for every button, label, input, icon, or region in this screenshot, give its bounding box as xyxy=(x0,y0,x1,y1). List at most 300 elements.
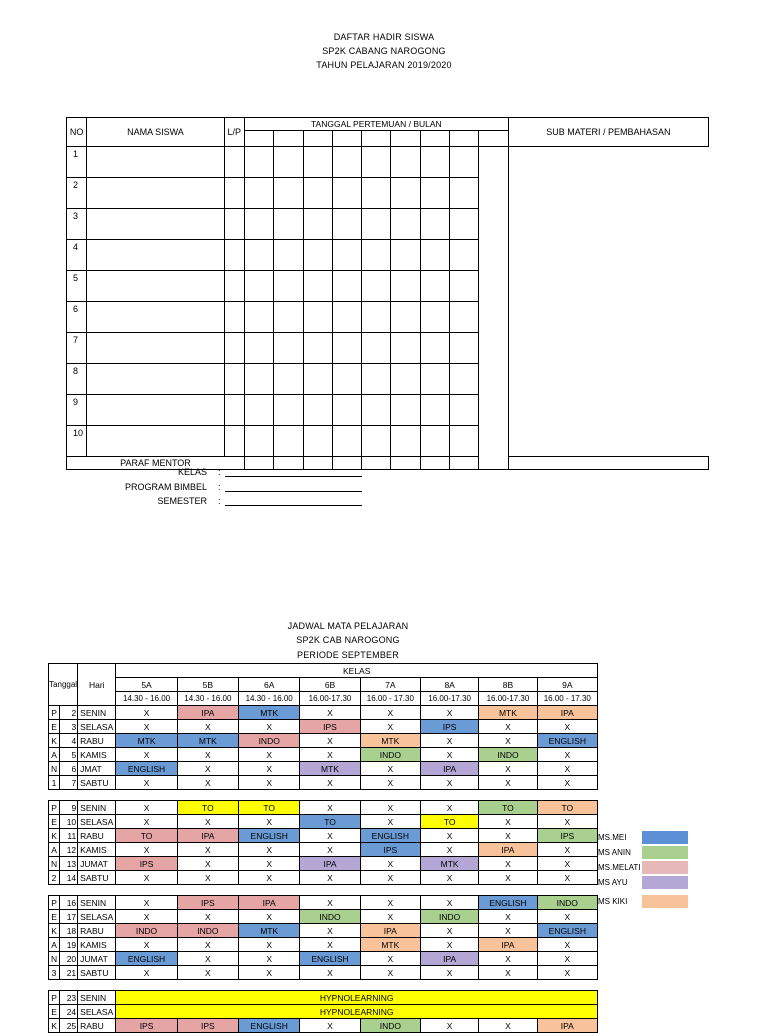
attendance-cell xyxy=(362,364,391,395)
header-tanggal-pertemuan: TANGGAL PERTEMUAN / BULAN xyxy=(244,118,508,131)
field-line xyxy=(225,491,362,492)
subject-cell: X xyxy=(177,843,238,857)
subject-cell: X xyxy=(420,776,478,790)
attendance-cell xyxy=(450,364,479,395)
attendance-cell xyxy=(224,426,244,457)
day-cell: SENIN xyxy=(78,706,116,720)
subject-cell: X xyxy=(360,910,420,924)
attendance-cell xyxy=(244,426,273,457)
class-header: 5B xyxy=(177,678,238,692)
week-letter: K xyxy=(49,734,60,748)
subject-cell: INDO xyxy=(239,734,300,748)
subject-cell: X xyxy=(116,843,177,857)
date-cell: 11 xyxy=(60,829,78,843)
subject-cell: INDO xyxy=(479,748,537,762)
subject-cell: ENGLISH xyxy=(116,762,177,776)
attendance-cell xyxy=(362,178,391,209)
subject-cell: X xyxy=(116,748,177,762)
schedule-row xyxy=(49,829,598,843)
attendance-table xyxy=(66,117,709,470)
subject-cell: IPA xyxy=(479,843,537,857)
attendance-cell xyxy=(391,364,420,395)
row-number: 3 xyxy=(67,209,87,240)
subject-cell: MTK xyxy=(116,734,177,748)
field-colon: : xyxy=(218,482,221,492)
attendance-cell xyxy=(224,364,244,395)
attendance-cell xyxy=(420,302,449,333)
attendance-row xyxy=(67,178,709,209)
day-cell: SENIN xyxy=(78,991,116,1005)
schedule-row xyxy=(49,924,598,938)
schedule-row xyxy=(49,706,598,720)
week-letter: N xyxy=(49,857,60,871)
week-gap xyxy=(49,980,598,991)
field-line xyxy=(225,476,362,477)
attendance-cell xyxy=(362,426,391,457)
attendance-cell xyxy=(303,426,332,457)
date-cell: 10 xyxy=(60,815,78,829)
date-header-cell xyxy=(303,131,332,147)
subject-cell: MTK xyxy=(300,762,360,776)
subject-cell: X xyxy=(479,871,537,885)
subject-cell: X xyxy=(300,706,360,720)
attendance-cell xyxy=(391,147,420,178)
subject-cell: INDO xyxy=(360,748,420,762)
subject-cell: X xyxy=(479,1019,537,1033)
subject-cell: X xyxy=(300,734,360,748)
week-gap xyxy=(49,885,598,896)
subject-cell: X xyxy=(537,815,597,829)
schedule-row xyxy=(49,857,598,871)
day-cell: JUMAT xyxy=(78,952,116,966)
subject-cell: X xyxy=(239,857,300,871)
schedule-row xyxy=(49,1019,598,1033)
date-cell: 13 xyxy=(60,857,78,871)
legend-color-swatch xyxy=(642,861,688,874)
subject-cell: ENGLISH xyxy=(300,952,360,966)
attendance-row xyxy=(67,395,709,426)
attendance-cell xyxy=(391,178,420,209)
subject-cell: INDO xyxy=(116,924,177,938)
attendance-cell xyxy=(450,240,479,271)
attendance-cell xyxy=(362,240,391,271)
attendance-cell xyxy=(450,426,479,457)
subject-cell: X xyxy=(537,966,597,980)
subject-cell: X xyxy=(360,706,420,720)
date-header-cell xyxy=(362,131,391,147)
subject-cell: X xyxy=(239,815,300,829)
schedule-row xyxy=(49,910,598,924)
subject-cell: X xyxy=(479,910,537,924)
schedule-row xyxy=(49,938,598,952)
subject-cell: TO xyxy=(537,801,597,815)
subject-cell: X xyxy=(300,896,360,910)
attendance-cell xyxy=(87,240,224,271)
day-cell: RABU xyxy=(78,734,116,748)
legend-teacher-name: MS ANIN xyxy=(598,848,631,857)
subject-cell: X xyxy=(239,938,300,952)
attendance-row xyxy=(67,240,709,271)
day-cell: SELASA xyxy=(78,910,116,924)
attendance-cell xyxy=(303,364,332,395)
subject-cell: IPA xyxy=(300,857,360,871)
subject-cell: MTK xyxy=(420,857,478,871)
subject-cell: INDO xyxy=(420,910,478,924)
attendance-cell xyxy=(332,178,361,209)
attendance-cell xyxy=(244,302,273,333)
attendance-cell xyxy=(362,333,391,364)
attendance-row xyxy=(67,147,709,178)
subject-cell: X xyxy=(360,776,420,790)
attendance-cell xyxy=(244,178,273,209)
subject-cell: X xyxy=(239,843,300,857)
day-cell: SENIN xyxy=(78,896,116,910)
subject-cell: X xyxy=(116,910,177,924)
field-colon: : xyxy=(218,496,221,506)
subject-cell: X xyxy=(360,801,420,815)
week-letter: 2 xyxy=(49,871,60,885)
subject-cell: X xyxy=(479,734,537,748)
subject-cell: X xyxy=(300,871,360,885)
subject-cell: TO xyxy=(420,815,478,829)
attendance-cell xyxy=(274,209,303,240)
attendance-cell xyxy=(274,364,303,395)
class-header: 8B xyxy=(479,678,537,692)
header-lp: L/P xyxy=(224,118,244,147)
schedule-title-1: JADWAL MATA PELAJARAN xyxy=(287,621,409,631)
subject-cell: X xyxy=(177,748,238,762)
class-time: 16.00-17.30 xyxy=(420,692,478,706)
attendance-title-2: SP2K CABANG NAROGONG xyxy=(322,46,446,56)
subject-cell: INDO xyxy=(177,924,238,938)
attendance-cell xyxy=(303,209,332,240)
field-label-kelas: KELAS xyxy=(177,467,207,477)
subject-cell: X xyxy=(239,952,300,966)
attendance-cell xyxy=(420,240,449,271)
row-number: 4 xyxy=(67,240,87,271)
attendance-cell xyxy=(362,147,391,178)
attendance-cell xyxy=(303,178,332,209)
field-label-semester: SEMESTER xyxy=(157,496,207,506)
subject-cell: IPA xyxy=(420,762,478,776)
attendance-cell xyxy=(274,426,303,457)
subject-cell: X xyxy=(420,1019,478,1033)
schedule-row xyxy=(49,871,598,885)
day-cell: KAMIS xyxy=(78,938,116,952)
attendance-cell xyxy=(224,302,244,333)
subject-cell: IPS xyxy=(360,843,420,857)
subject-cell: X xyxy=(300,938,360,952)
subject-cell: INDO xyxy=(300,910,360,924)
subject-cell: X xyxy=(479,762,537,776)
class-header: 7A xyxy=(360,678,420,692)
attendance-cell xyxy=(450,271,479,302)
schedule-row xyxy=(49,776,598,790)
legend-color-swatch xyxy=(642,846,688,859)
legend-color-swatch xyxy=(642,895,688,908)
date-cell: 6 xyxy=(60,762,78,776)
row-number: 1 xyxy=(67,147,87,178)
subject-cell: MTK xyxy=(360,734,420,748)
week-letter: 1 xyxy=(49,776,60,790)
header-kelas: KELAS xyxy=(116,664,598,678)
header-sub-materi: SUB MATERI / PEMBAHASAN xyxy=(508,118,708,147)
attendance-cell xyxy=(362,271,391,302)
schedule-row xyxy=(49,896,598,910)
attendance-cell xyxy=(224,395,244,426)
subject-cell: X xyxy=(300,829,360,843)
subject-cell: X xyxy=(300,966,360,980)
date-cell: 24 xyxy=(60,1005,78,1019)
subject-cell: IPA xyxy=(177,829,238,843)
span-cell: HYPNOLEARNING xyxy=(116,991,598,1005)
schedule-row xyxy=(49,801,598,815)
subject-cell: X xyxy=(300,843,360,857)
subject-cell: X xyxy=(360,871,420,885)
schedule-row xyxy=(49,952,598,966)
attendance-cell xyxy=(420,395,449,426)
subject-cell: IPS xyxy=(420,720,478,734)
date-header-cell xyxy=(450,131,479,147)
subject-cell: X xyxy=(239,720,300,734)
attendance-cell xyxy=(87,271,224,302)
date-cell: 4 xyxy=(60,734,78,748)
subject-cell: X xyxy=(420,924,478,938)
subject-cell: X xyxy=(479,857,537,871)
attendance-cell xyxy=(362,209,391,240)
attendance-cell xyxy=(224,271,244,302)
class-time: 14.30 - 16.00 xyxy=(177,692,238,706)
subject-cell: IPS xyxy=(116,857,177,871)
subject-cell: X xyxy=(300,924,360,938)
paraf-cell xyxy=(450,457,479,470)
paraf-cell xyxy=(420,457,449,470)
attendance-cell xyxy=(244,209,273,240)
schedule-row xyxy=(49,966,598,980)
row-number: 2 xyxy=(67,178,87,209)
attendance-cell xyxy=(274,271,303,302)
subject-cell: X xyxy=(239,762,300,776)
attendance-cell xyxy=(224,240,244,271)
attendance-title-3: TAHUN PELAJARAN 2019/2020 xyxy=(316,60,452,70)
subject-cell: IPA xyxy=(537,706,597,720)
attendance-row xyxy=(67,209,709,240)
day-cell: SABTU xyxy=(78,966,116,980)
row-number: 10 xyxy=(67,426,87,457)
day-cell: JMAT xyxy=(78,762,116,776)
attendance-cell xyxy=(224,178,244,209)
schedule-row xyxy=(49,762,598,776)
week-letter: A xyxy=(49,748,60,762)
date-cell: 14 xyxy=(60,871,78,885)
subject-cell: X xyxy=(116,720,177,734)
subject-cell: INDO xyxy=(360,1019,420,1033)
attendance-cell xyxy=(391,271,420,302)
attendance-cell xyxy=(391,209,420,240)
paraf-mentor-label: PARAF MENTOR xyxy=(67,457,245,470)
subject-cell: X xyxy=(537,857,597,871)
subject-cell: X xyxy=(420,938,478,952)
attendance-cell xyxy=(332,147,361,178)
schedule-title-3: PERIODE SEPTEMBER xyxy=(297,650,399,660)
schedule-row xyxy=(49,815,598,829)
class-header: 6B xyxy=(300,678,360,692)
schedule-row xyxy=(49,720,598,734)
subject-cell: MTK xyxy=(239,706,300,720)
attendance-cell xyxy=(332,395,361,426)
paraf-cell xyxy=(303,457,332,470)
field-label-program-bimbel: PROGRAM BIMBEL xyxy=(124,482,207,492)
paraf-cell xyxy=(508,457,708,470)
attendance-cell xyxy=(274,240,303,271)
attendance-cell xyxy=(450,333,479,364)
attendance-cell xyxy=(303,302,332,333)
legend-teacher-name: MS KIKI xyxy=(598,897,628,906)
subject-cell: X xyxy=(537,938,597,952)
attendance-cell xyxy=(87,333,224,364)
week-letter: E xyxy=(49,815,60,829)
date-cell: 23 xyxy=(60,991,78,1005)
date-cell: 17 xyxy=(60,910,78,924)
subject-cell: X xyxy=(177,720,238,734)
date-cell: 7 xyxy=(60,776,78,790)
attendance-cell xyxy=(87,302,224,333)
subject-cell: X xyxy=(420,706,478,720)
subject-cell: ENGLISH xyxy=(360,829,420,843)
header-hari: Hari xyxy=(78,664,116,706)
subject-cell: TO xyxy=(177,801,238,815)
attendance-cell xyxy=(274,302,303,333)
schedule-row xyxy=(49,734,598,748)
subject-cell: X xyxy=(177,762,238,776)
subject-cell: X xyxy=(537,871,597,885)
attendance-cell xyxy=(420,333,449,364)
subject-cell: X xyxy=(300,776,360,790)
attendance-cell xyxy=(391,240,420,271)
attendance-cell xyxy=(244,395,273,426)
subject-cell: X xyxy=(300,748,360,762)
legend-teacher-name: MS.MELATI xyxy=(598,863,641,872)
subject-cell: TO xyxy=(239,801,300,815)
attendance-cell xyxy=(450,302,479,333)
legend-teacher-name: MS.MEI xyxy=(598,833,627,842)
schedule-table xyxy=(48,663,598,1033)
subject-cell: TO xyxy=(300,815,360,829)
attendance-cell xyxy=(87,395,224,426)
subject-cell: IPA xyxy=(479,938,537,952)
schedule-row xyxy=(49,748,598,762)
attendance-cell xyxy=(303,240,332,271)
subject-cell: MTK xyxy=(360,938,420,952)
day-cell: KAMIS xyxy=(78,843,116,857)
date-cell: 25 xyxy=(60,1019,78,1033)
subject-cell: X xyxy=(420,748,478,762)
week-letter: 3 xyxy=(49,966,60,980)
date-cell: 21 xyxy=(60,966,78,980)
day-cell: SELASA xyxy=(78,815,116,829)
subject-cell: IPS xyxy=(177,1019,238,1033)
field-line xyxy=(225,505,362,506)
attendance-title-1: DAFTAR HADIR SISWA xyxy=(333,32,435,42)
date-header-cell xyxy=(244,131,273,147)
attendance-cell xyxy=(450,395,479,426)
subject-cell: X xyxy=(239,871,300,885)
attendance-cell xyxy=(244,271,273,302)
attendance-cell xyxy=(362,395,391,426)
subject-cell: X xyxy=(360,762,420,776)
subject-cell: ENGLISH xyxy=(479,896,537,910)
subject-cell: X xyxy=(420,801,478,815)
attendance-cell xyxy=(244,333,273,364)
subject-cell: IPS xyxy=(537,829,597,843)
paraf-cell xyxy=(244,457,273,470)
legend-teacher-name: MS AYU xyxy=(598,878,628,887)
subject-cell: X xyxy=(177,910,238,924)
subject-cell: X xyxy=(239,966,300,980)
attendance-cell xyxy=(244,364,273,395)
header-no: NO xyxy=(67,118,87,147)
attendance-cell xyxy=(303,147,332,178)
subject-cell: X xyxy=(537,776,597,790)
subject-cell: X xyxy=(420,734,478,748)
subject-cell: IPS xyxy=(116,1019,177,1033)
schedule-row xyxy=(49,1005,598,1019)
row-number: 9 xyxy=(67,395,87,426)
attendance-row xyxy=(67,333,709,364)
subject-cell: MTK xyxy=(177,734,238,748)
subject-cell: X xyxy=(177,966,238,980)
class-time: 16.00 - 17.30 xyxy=(360,692,420,706)
week-letter: P xyxy=(49,801,60,815)
subject-cell: X xyxy=(116,801,177,815)
day-cell: SABTU xyxy=(78,871,116,885)
class-time: 16.00 - 17.30 xyxy=(537,692,597,706)
attendance-cell xyxy=(332,364,361,395)
day-cell: SELASA xyxy=(78,720,116,734)
class-header: 9A xyxy=(537,678,597,692)
subject-cell: X xyxy=(537,748,597,762)
subject-cell: X xyxy=(420,843,478,857)
attendance-cell xyxy=(332,240,361,271)
subject-cell: ENGLISH xyxy=(537,734,597,748)
class-header: 6A xyxy=(239,678,300,692)
attendance-cell xyxy=(332,271,361,302)
day-cell: SENIN xyxy=(78,801,116,815)
subject-cell: X xyxy=(177,938,238,952)
class-header: 8A xyxy=(420,678,478,692)
subject-cell: ENGLISH xyxy=(239,829,300,843)
class-time: 16.00-17.30 xyxy=(300,692,360,706)
subject-cell: X xyxy=(479,720,537,734)
schedule-row xyxy=(49,843,598,857)
subject-cell: X xyxy=(116,871,177,885)
attendance-cell xyxy=(303,395,332,426)
subject-cell: ENGLISH xyxy=(116,952,177,966)
subject-cell: MTK xyxy=(239,924,300,938)
subject-cell: X xyxy=(537,720,597,734)
legend-color-swatch xyxy=(642,831,688,844)
attendance-cell xyxy=(420,209,449,240)
week-letter: K xyxy=(49,1019,60,1033)
subject-cell: X xyxy=(116,966,177,980)
subject-cell: TO xyxy=(116,829,177,843)
subject-cell: IPA xyxy=(177,706,238,720)
attendance-row xyxy=(67,426,709,457)
attendance-cell xyxy=(420,364,449,395)
attendance-cell xyxy=(274,178,303,209)
sub-materi-cell xyxy=(479,147,508,470)
date-cell: 12 xyxy=(60,843,78,857)
